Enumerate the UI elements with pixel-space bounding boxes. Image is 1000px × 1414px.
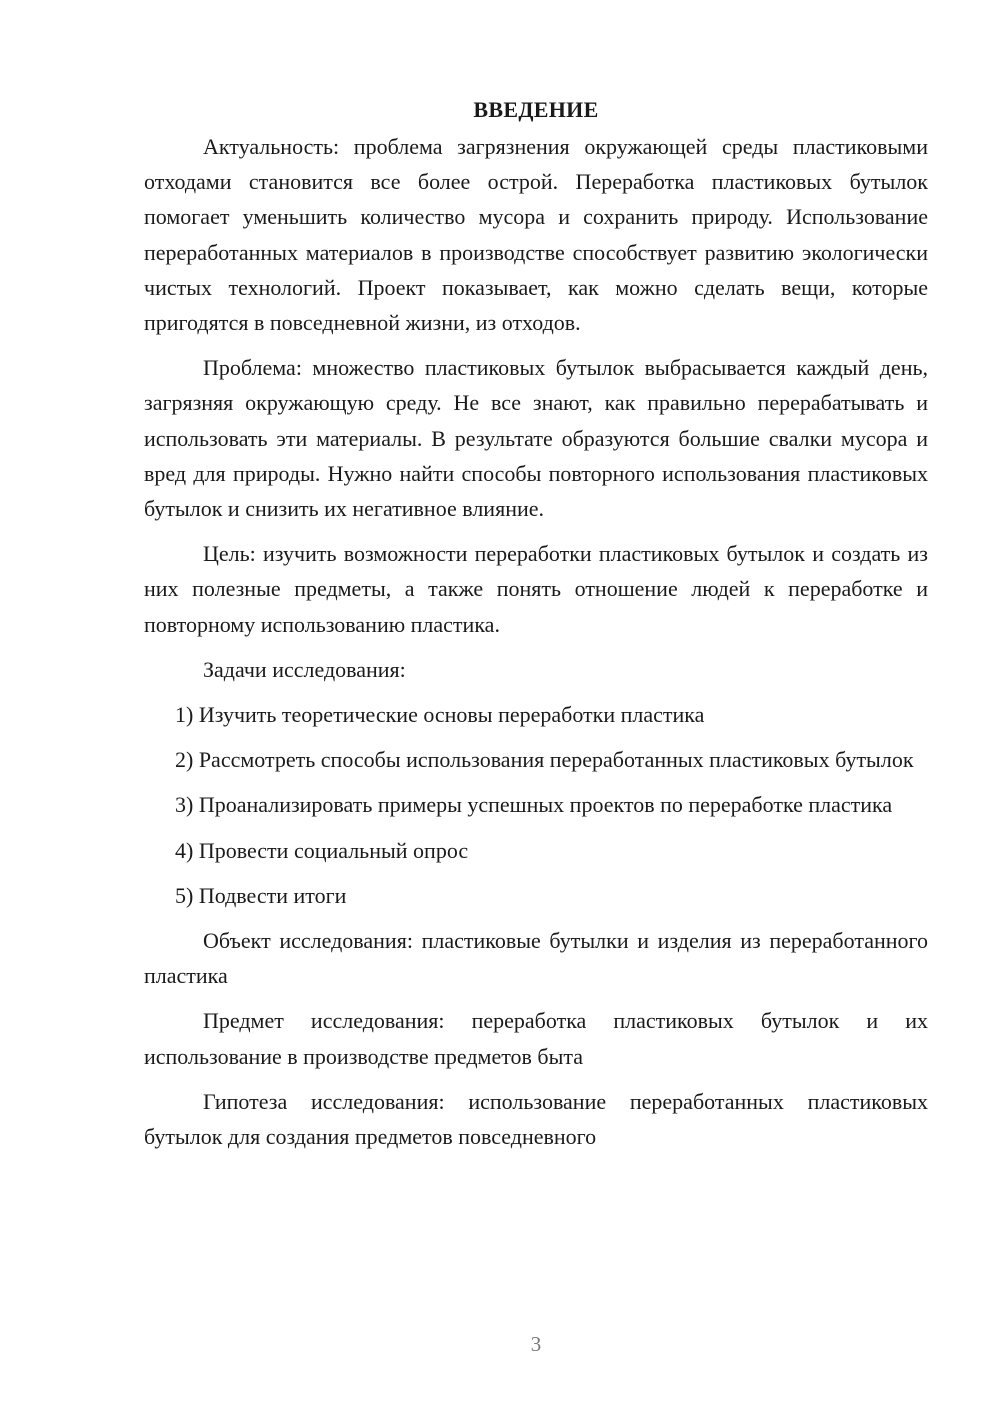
- task-item-3: 3) Проанализировать примеры успешных проектов по переработке пластика: [175, 792, 893, 818]
- section-title: ВВЕДЕНИЕ: [473, 97, 599, 122]
- paragraph-problem: Проблема: множество пластиковых бутылок выбрасывается каждый день, загрязняя окружающую среду. Не все знают, как правильно перерабатывать и использовать эти материалы. В результате образуются большие свалки мусора и вред для природы. Нужно найти способы повторного использования пластиковых бутылок и снизить их негативное влияние.: [144, 355, 928, 522]
- page-number: 3: [530, 1332, 542, 1356]
- task-item-1: 1) Изучить теоретические основы переработки пластика: [175, 702, 705, 728]
- paragraph-subject: Предмет исследования: переработка пластиковых бутылок и их использование в производстве предметов быта: [144, 1008, 928, 1069]
- paragraph-goal: Цель: изучить возможности переработки пластиковых бутылок и создать из них полезные предметы, а также понять отношение людей к переработке и повторному использованию пластика.: [144, 541, 928, 637]
- task-item-4: 4) Провести социальный опрос: [175, 837, 469, 863]
- paragraph-tasks-heading: Задачи исследования:: [203, 656, 406, 682]
- task-item-2: 2) Рассмотреть способы использования переработанных пластиковых бутылок: [175, 747, 914, 773]
- paragraph-hypothesis: Гипотеза исследования: использование переработанных пластиковых бутылок для создания предметов повседневного: [144, 1088, 928, 1150]
- paragraph-relevance: Актуальность: проблема загрязнения окружающей среды пластиковыми отходами становится все более острой. Переработка пластиковых бутылок помогает уменьшить количество мусора и сохранить природу. Использование переработанных материалов в производстве способствует развитию экологически чистых технологий. Проект показывает, как можно сделать вещи, которые пригодятся в повседневной жизни, из отходов.: [144, 134, 928, 336]
- document-page: [144, 92, 928, 1164]
- task-item-5: 5) Подвести итоги: [175, 882, 347, 908]
- paragraph-object: Объект исследования: пластиковые бутылки и изделия из переработанного пластика: [144, 928, 928, 989]
